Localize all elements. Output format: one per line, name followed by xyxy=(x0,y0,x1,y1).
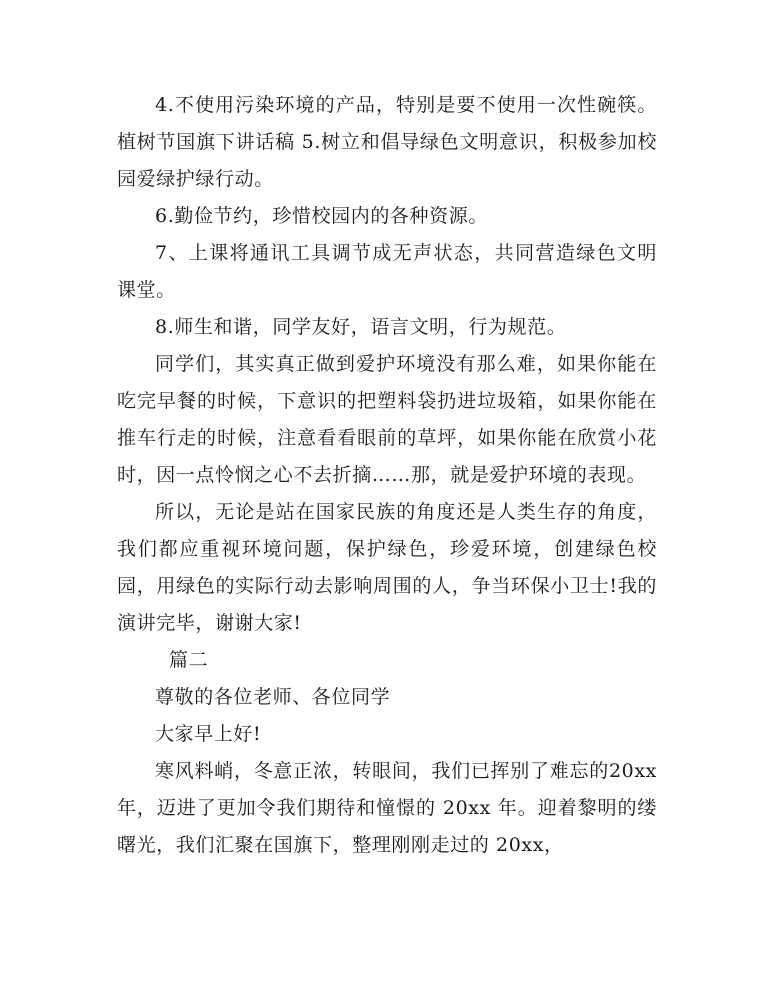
section-heading: 篇二 xyxy=(169,649,209,671)
salutation-line: 大家早上好! xyxy=(155,723,262,745)
paragraph-item-7: 7、上课将通讯工具调节成无声状态，共同营造绿色文明课堂。 xyxy=(117,242,657,301)
paragraph-opening: 寒风料峭，冬意正浓，转眼间，我们已挥别了难忘的20xx 年，迈进了更加令我们期待和憧憬的 20xx 年。迎着黎明的缕曙光，我们汇聚在国旗下，整理刚刚走过的 20xx， xyxy=(117,760,657,856)
document-body xyxy=(117,87,657,864)
paragraph-classmates: 同学们，其实真正做到爱护环境没有那么难，如果你能在吃完早餐的时候，下意识的把塑料袋扔进垃圾箱，如果你能在推车行走的时候，注意看看眼前的草坪，如果你能在欣赏小花时，因一点怜悯之心不去折摘……那，就是爱护环境的表现。 xyxy=(117,353,657,486)
paragraph-conclusion: 所以，无论是站在国家民族的角度还是人类生存的角度，我们都应重视环境问题，保护绿色，珍爱环境，创建绿色校园，用绿色的实际行动去影响周围的人，争当环保小卫士!我的演讲完毕，谢谢大家! xyxy=(117,501,657,634)
paragraph-item-8: 8.师生和谐，同学友好，语言文明，行为规范。 xyxy=(155,316,567,338)
greeting-line: 尊敬的各位老师、各位同学 xyxy=(155,686,391,708)
paragraph-item-6: 6.勤俭节约，珍惜校园内的各种资源。 xyxy=(155,205,488,227)
paragraph-item-4: 4.不使用污染环境的产品，特别是要不使用一次性碗筷。植树节国旗下讲话稿 5.树立和倡导绿色文明意识，积极参加校园爱绿护绿行动。 xyxy=(117,94,657,190)
